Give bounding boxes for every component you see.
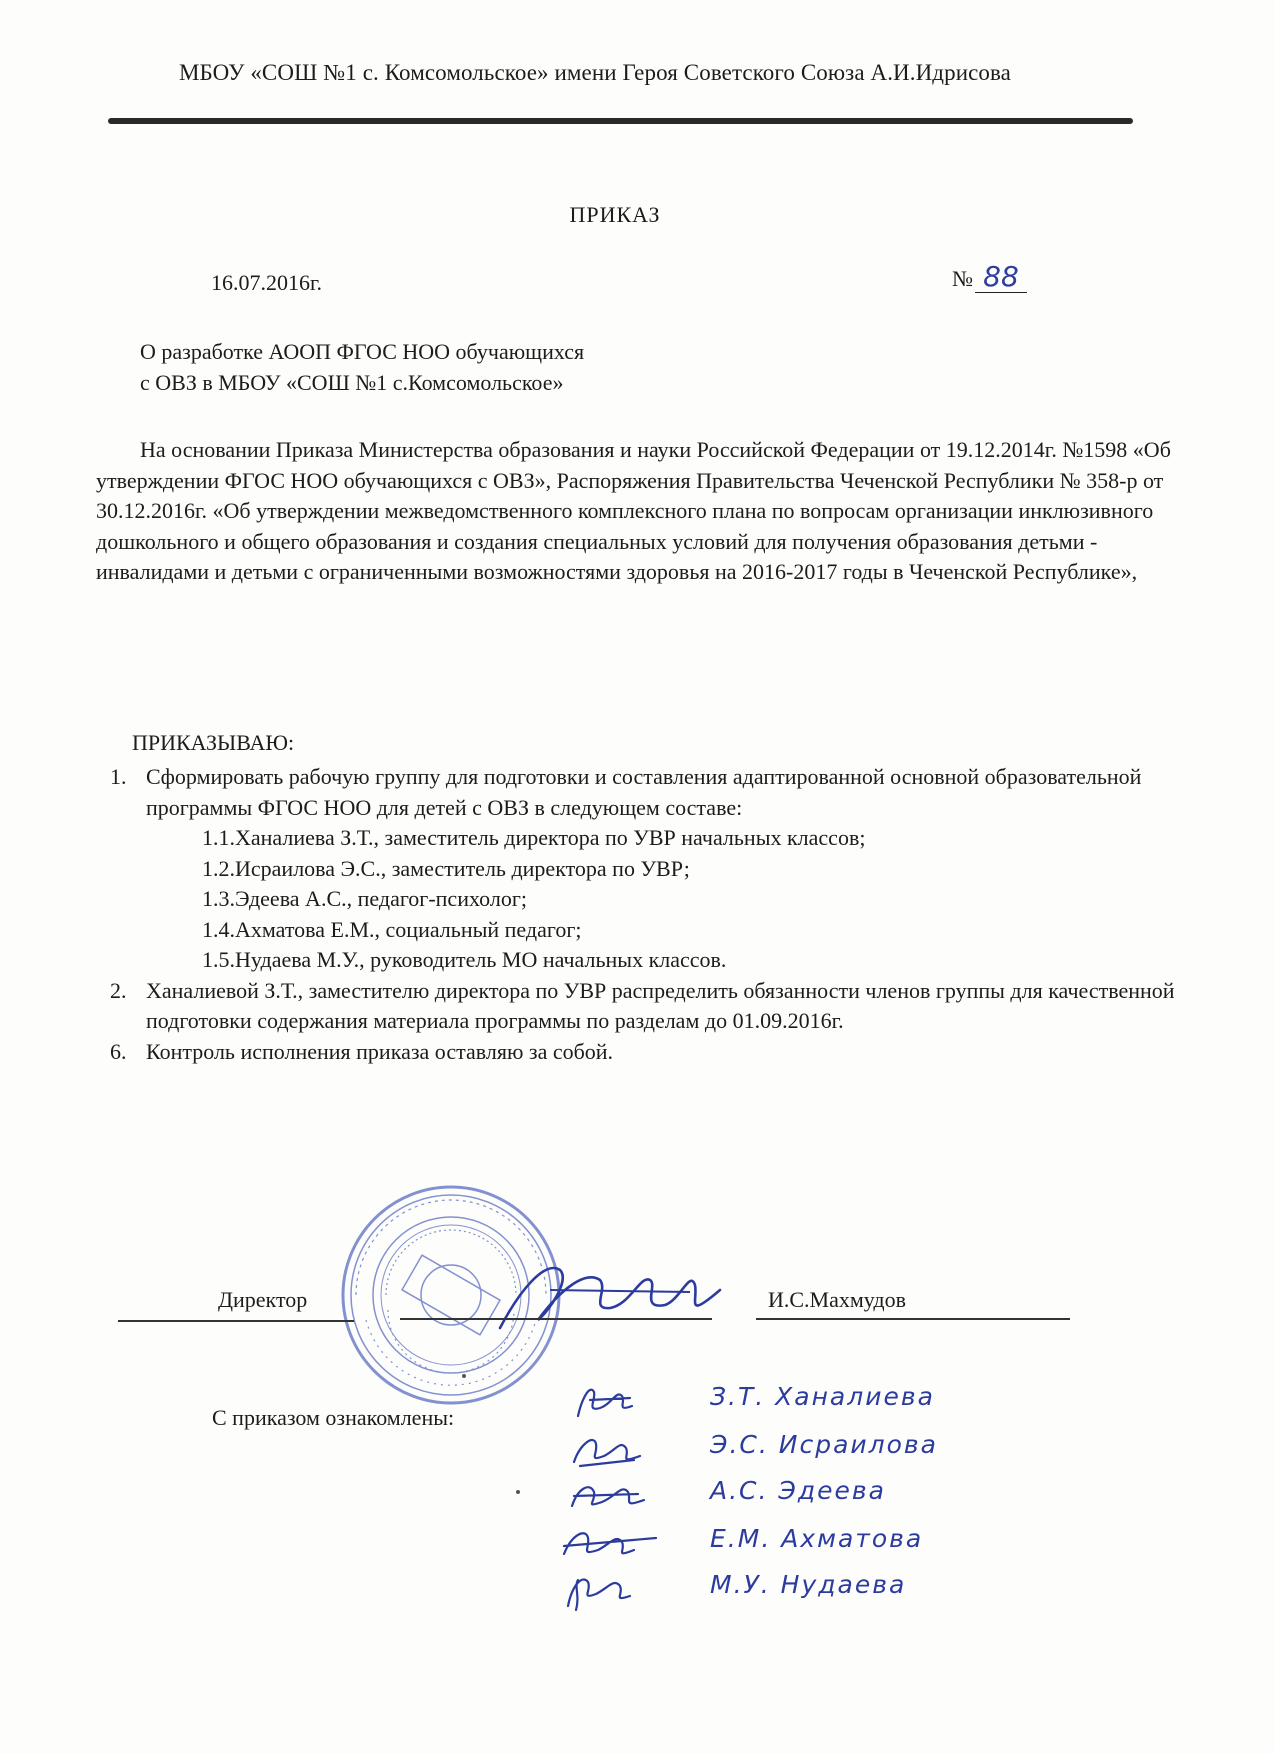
- organization-header: МБОУ «СОШ №1 с. Комсомольское» имени Героя Советского Союза А.И.Идрисова: [178, 60, 1011, 85]
- order-item-6: [96, 1037, 1196, 1068]
- subitem: 1.4.Ахматова Е.М., социальный педагог;: [202, 916, 582, 942]
- initials-signature-icon: [560, 1520, 660, 1566]
- signature-line: [400, 1318, 712, 1320]
- subitem: 1.2.Исраилова Э.С., заместитель директора по УВР;: [202, 855, 690, 881]
- item-number: 6.: [110, 1038, 127, 1064]
- acquaintance-name: А.С. Эдеева: [710, 1476, 886, 1505]
- acquaintance-label: С приказом ознакомлены:: [212, 1405, 455, 1430]
- document-number: [952, 262, 1027, 293]
- director-name: И.С.Махмудов: [768, 1287, 907, 1312]
- subject-line-1: О разработке АООП ФГОС НОО обучающихся: [140, 339, 585, 364]
- item-text: Ханалиевой З.Т., заместителю директора по УВР распределить обязанности членов группы для качественной подготовки содержания материала программы по разделам до 01.09.2016г.: [146, 977, 1175, 1033]
- order-word: ПРИКАЗЫВАЮ:: [132, 730, 295, 755]
- order-items: [96, 762, 1196, 1067]
- ink-dot: [462, 1374, 466, 1378]
- order-item-1: [96, 762, 1196, 976]
- acquaintance-row: [560, 1520, 1080, 1566]
- document-title: ПРИКАЗ: [569, 202, 661, 227]
- acquaintance-name: Э.С. Исраилова: [710, 1430, 938, 1459]
- acquaintance-row: [560, 1426, 1080, 1472]
- initials-signature-icon: [560, 1566, 660, 1612]
- acquaintance-row: [560, 1378, 1080, 1424]
- subitem: 1.3.Эдеева А.С., педагог-психолог;: [202, 886, 527, 911]
- subitem: 1.1.Ханалиева З.Т., заместитель директора по УВР начальных классов;: [202, 825, 866, 850]
- item-number: 2.: [110, 977, 127, 1003]
- basis-paragraph: На основании Приказа Министерства образования и науки Российской Федерации от 19.12.2014г. №1598 «Об утверждении ФГОС НОО обучающихся с ОВЗ», Распоряжения Правительства Чеченской Республики № 358-р от 30.12.2016г. «Об утверждении межведомственного комплексного плана по вопросам организации инклюзивного дошкольного и общего образования и создания специальных условий для получения образования детьми - инвалидами и детьми с ограниченными возможностями здоровья на 2016-2017 годы в Чеченской Республике»,: [96, 437, 1171, 584]
- director-label: Директор: [218, 1287, 308, 1312]
- number-label: №: [952, 266, 973, 291]
- acquaintance-row: [560, 1566, 1080, 1612]
- item-number: 1.: [110, 764, 127, 789]
- acquaintance-row: [560, 1472, 1080, 1518]
- initials-signature-icon: [560, 1472, 660, 1518]
- signature-line: [118, 1320, 354, 1322]
- document-subject: [140, 336, 584, 398]
- number-value: 88: [975, 262, 1027, 293]
- subject-line-2: с ОВЗ в МБОУ «СОШ №1 с.Комсомольское»: [140, 370, 564, 395]
- ink-dot: [516, 1490, 520, 1494]
- initials-signature-icon: [560, 1426, 660, 1472]
- document-date: 16.07.2016г.: [211, 270, 323, 295]
- director-signature-icon: [490, 1250, 730, 1340]
- header-rule: [108, 118, 1133, 124]
- initials-signature-icon: [560, 1378, 660, 1424]
- item-text: Сформировать рабочую группу для подготовки и составления адаптированной основной образовательной программы ФГОС НОО для детей с ОВЗ в следующем составе:: [146, 764, 1142, 820]
- acquaintance-name: З.Т. Ханалиева: [710, 1382, 935, 1411]
- subitem: 1.5.Нудаева М.У., руководитель МО начальных классов.: [202, 947, 727, 972]
- signature-line: [756, 1318, 1070, 1320]
- item-text: Контроль исполнения приказа оставляю за собой.: [146, 1038, 614, 1064]
- order-item-2: [96, 976, 1196, 1037]
- acquaintance-name: Е.М. Ахматова: [710, 1524, 924, 1553]
- acquaintance-name: М.У. Нудаева: [710, 1570, 907, 1599]
